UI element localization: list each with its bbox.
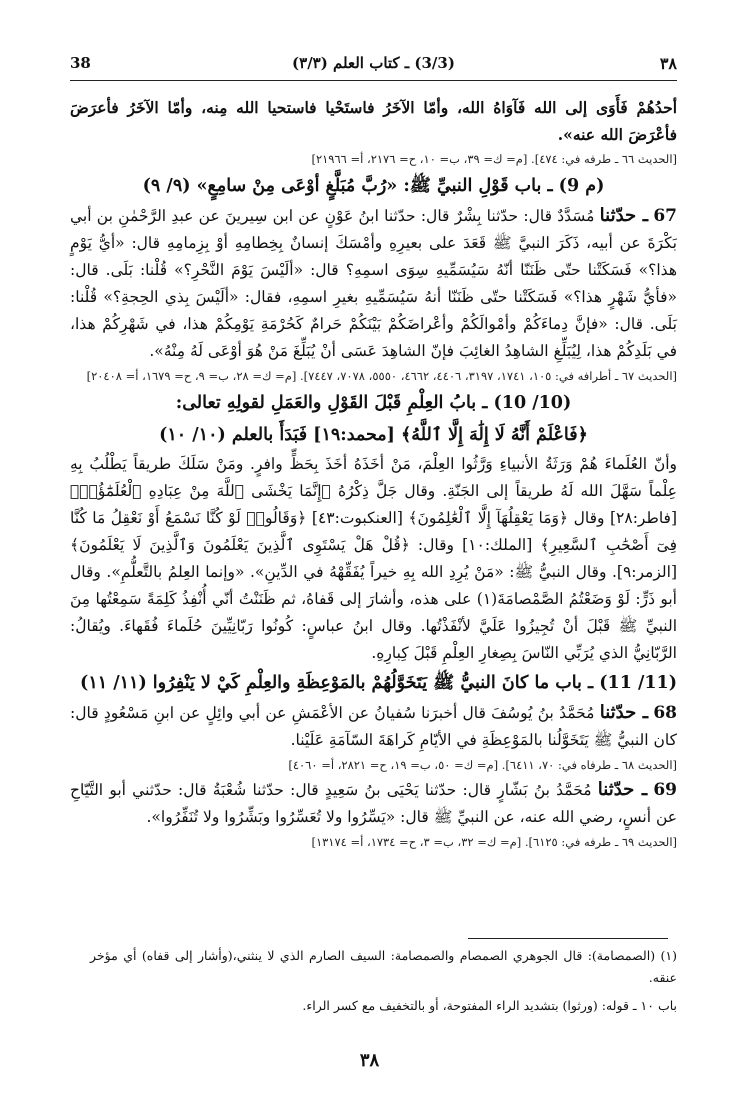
hadith-68-text: مُحَمَّدُ بنُ يُوسُفَ قال أخبرَنا سُفيانُ عن الأعْمَشِ عن أبي وائِلٍ عن ابنِ مَسْعُودٍ قال: كان النبيُّ ﷺ يَتَخَوَّلُنا بالمَوْعِظَةِ في الأيّامِ كَراهَةَ السّآمَةِ عَلَيْنا. — [70, 704, 677, 749]
hadith-69-text: مُحَمَّدُ بنُ بَشّارٍ قال: حدّثنا يَحْيَى بنُ سَعِيدٍ قال: حدّثنا شُعْبَةُ قال: حدّثني أبو التَّيّاحِ عن أنسٍ، رضي الله عنه، عن النبيِّ ﷺ قال: «يَسِّرُوا ولا تُعَسِّرُوا وبَشِّرُوا ولا تُنَفِّرُوا». — [70, 781, 677, 826]
chapter-11-heading: (11/ 11) ـ باب ما كانَ النبيُّ ﷺ يَتَخَوَّلُهُمْ بالمَوْعِظَةِ والعِلْمِ كَيْ لا يَنْفِرُوا (١١/ ١١) — [80, 673, 677, 693]
chapter-10-heading: (10/ 10) ـ بابُ العِلْمِ قَبْلَ القَوْلِ والعَمَلِ لقولِهِ تعالى: — [175, 393, 572, 413]
footer-page-number: ٣٨ — [359, 1050, 380, 1071]
footnote-rule — [468, 938, 668, 939]
page-number-latin: 38 — [70, 54, 91, 72]
footnote-2: باب ١٠ ـ قوله: (ورثوا) بتشديد الراء المفتوحة، أو بالتخفيف مع كسر الراء. — [302, 998, 677, 1013]
main-text — [70, 94, 677, 853]
page-number-arabic: ٣٨ — [659, 54, 677, 73]
footnotes — [90, 945, 677, 1023]
hadith-67-reference: [الحديث ٦٧ ـ أطرافه في: ١٠٥، ١٧٤١، ٣١٩٧، ٤٤٠٦، ٤٦٦٢، ٥٥٥٠، ٧٠٧٨، ٧٤٤٧]. [م= ك= ٢٨، ب= ٩، ح= ١٦٧٩، أ= ٢٠٤٠٨] — [86, 369, 677, 383]
hadith-67-number: 67 — [653, 206, 677, 226]
hadith-68-haddathana: ـ حدّثنا — [599, 702, 649, 723]
hadith-68-reference: [الحديث ٦٨ ـ طرفاه في: ٧٠، ٦٤١١]. [م= ك= ٥٠، ب= ١٩، ح= ٢٨٢١، أ= ٤٠٦٠] — [288, 758, 677, 772]
chapter-10-verse: ﴿فَاعْلَمْ أَنَّهُ لَا إِلَٰهَ إِلَّا ٱللَّهُ﴾ [محمد:١٩] فَبَدَأَ بالعلم (١٠/ ١٠) — [159, 425, 588, 445]
hadith-67 — [70, 202, 677, 365]
hadith-67-haddathana: ـ حدّثنا — [599, 205, 649, 226]
hadith-69-number: 69 — [653, 780, 678, 800]
hadith-68 — [70, 699, 677, 754]
hadith-68-number: 68 — [653, 703, 677, 723]
running-title: (3/3) ـ كتاب العلم (٣/٣) — [292, 54, 455, 72]
hadith-66-ending: أحدُهُمْ فَأَوَى إلى الله فَآوَاهُ الله، وأمّا الآخَرُ فاستَحْيا فاستحيا الله مِنه، وأمّا الآخَرُ فأعرَضَ فأعْرَضَ الله عنه». — [70, 98, 677, 144]
hadith-67-text: مُسَدَّدٌ قال: حدّثنا بِشْرٌ قال: حدّثنا ابنُ عَوْنٍ عن ابن سِيرينَ عن عبدِ الرَّحْمٰنِ بن أبي بَكْرَةَ عن أبيه، ذَكَرَ النبيَّ ﷺ قَعَدَ على بعيرِهِ وأمْسَكَ إنسانٌ بِخِطامِهِ أوْ بِزِمامِهِ قال: «أيُّ يَوْمٍ هذا؟» فَسَكَتْنا حتّى ظَنَنّا أنّهُ سَيُسَمِّيهِ سِوَى اسمِهِ؟ قال: «ألَيْسَ يَوْمَ النَّحْرِ؟» قُلْنا: بَلَى. قال: «فأيُّ شَهْرٍ هذا؟» فَسَكَتْنا حتّى ظَنَنّا أنهُ سَيُسَمِّيهِ بغيرِ اسمِهِ، فقال: «ألَيْسَ بِذي الحِجةِ؟» قُلْنا: بَلَى. قال: «فإنَّ دِماءَكُمْ وأمْوالَكُمْ وأعْراضَكُمْ بَيْنَكُمْ حَرامٌ كَحُرْمَةِ يَوْمِكُمْ هذا، في شَهْرِكُمْ هذا، في بَلَدِكُمْ هذا، لِيُبَلِّغِ الشاهِدُ الغائِبَ فإنّ الشاهِدَ عَسَى أنْ يُبَلِّغَ مَنْ هُوَ أوْعَى لَهُ مِنْهُ». — [70, 207, 677, 360]
running-header — [70, 54, 677, 80]
hadith-69-reference: [الحديث ٦٩ ـ طرفه في: ٦١٢٥]. [م= ك= ٣٢، ب= ٣، ح= ١٧٣٤، أ= ١٣١٧٤] — [311, 835, 677, 849]
hadith-69 — [70, 776, 677, 831]
hadith-69-haddathana: ـ حدّثنا — [597, 779, 648, 800]
hadith-66-reference: [الحديث ٦٦ ـ طرفه في: ٤٧٤]. [م= ك= ٣٩، ب= ١٠، ح= ٢١٧٦، أ= ٢١٩٦٦] — [311, 152, 677, 166]
chapter-10-text: وأنّ العُلَماءَ هُمْ وَرَثَةُ الأنبياءِ وَرَّثُوا العِلْمَ، مَنْ أخَذَهُ أخَذَ بِحَظٍّ وافرٍ. ومَنْ سَلَكَ طريقاً يَطْلُبُ بِهِ عِلْماً سَهَّلَ الله لَهُ طريقاً إلى الجَنّةِ. وقال جَلَّ ذِكْرُهُ ﴿إِنَّمَا يَخْشَى ٱللَّهَ مِنْ عِبَادِهِ ٱلْعُلَمَٰٓؤُا۟﴾ [فاطر:٢٨] وقال ﴿وَمَا يَعْقِلُهَآ إِلَّا ٱلْعَٰلِمُونَ﴾ [العنكبوت:٤٣] ﴿وَقَالُوا۟ لَوْ كُنَّا نَسْمَعُ أَوْ نَعْقِلُ مَا كُنَّا فِىٓ أَصْحَٰبِ ٱلسَّعِيرِ﴾ [الملك:١٠] وقال: ﴿قُلْ هَلْ يَسْتَوِى ٱلَّذِينَ يَعْلَمُونَ وَٱلَّذِينَ لَا يَعْلَمُونَ﴾ [الزمر:٩]. وقال النبيُّ ﷺ: «مَنْ يُرِدِ الله بِهِ خيراً يُفَقِّهْهُ في الدِّينِ». «وإنما العِلمُ بالتَّعلُّمِ». وقال أبو ذَرٍّ: لَوْ وَضَعْتُمُ الصَّمْصامَةَ(١) على هذه، وأشارَ إلى قَفاهُ، ثم ظَنَنْتُ أنّي أُنْفِذُ كَلِمَةً سَمِعْتُها مِنَ النبيِّ ﷺ قَبْلَ أنْ تُجِيزُوا عَلَيَّ لأنْفَذْتُها. وقال ابنُ عباسٍ: كُونُوا رَبّانِيِّينَ حُلَماءَ فُقَهاءَ. ويُقالُ: الرَّبّانِيُّ الذي يُرَبِّي النّاسَ بِصِغارِ العِلْمِ قَبْلَ كِبارِهِ. — [70, 455, 677, 662]
chapter-9-heading: (م 9) ـ باب قَوْلِ النبيِّ ﷺ: «رُبَّ مُبَلَّغٍ أوْعَى مِنْ سامِعٍ» (٩/ ٩) — [142, 176, 605, 196]
footnote-1: (١) (الصمصامة): قال الجوهري الصمصام والصمصامة: السيف الصارم الذي لا ينثني،(وأشار إلى قفاه) أي مؤخر عنقه. — [90, 948, 677, 985]
header-rule — [70, 80, 677, 81]
